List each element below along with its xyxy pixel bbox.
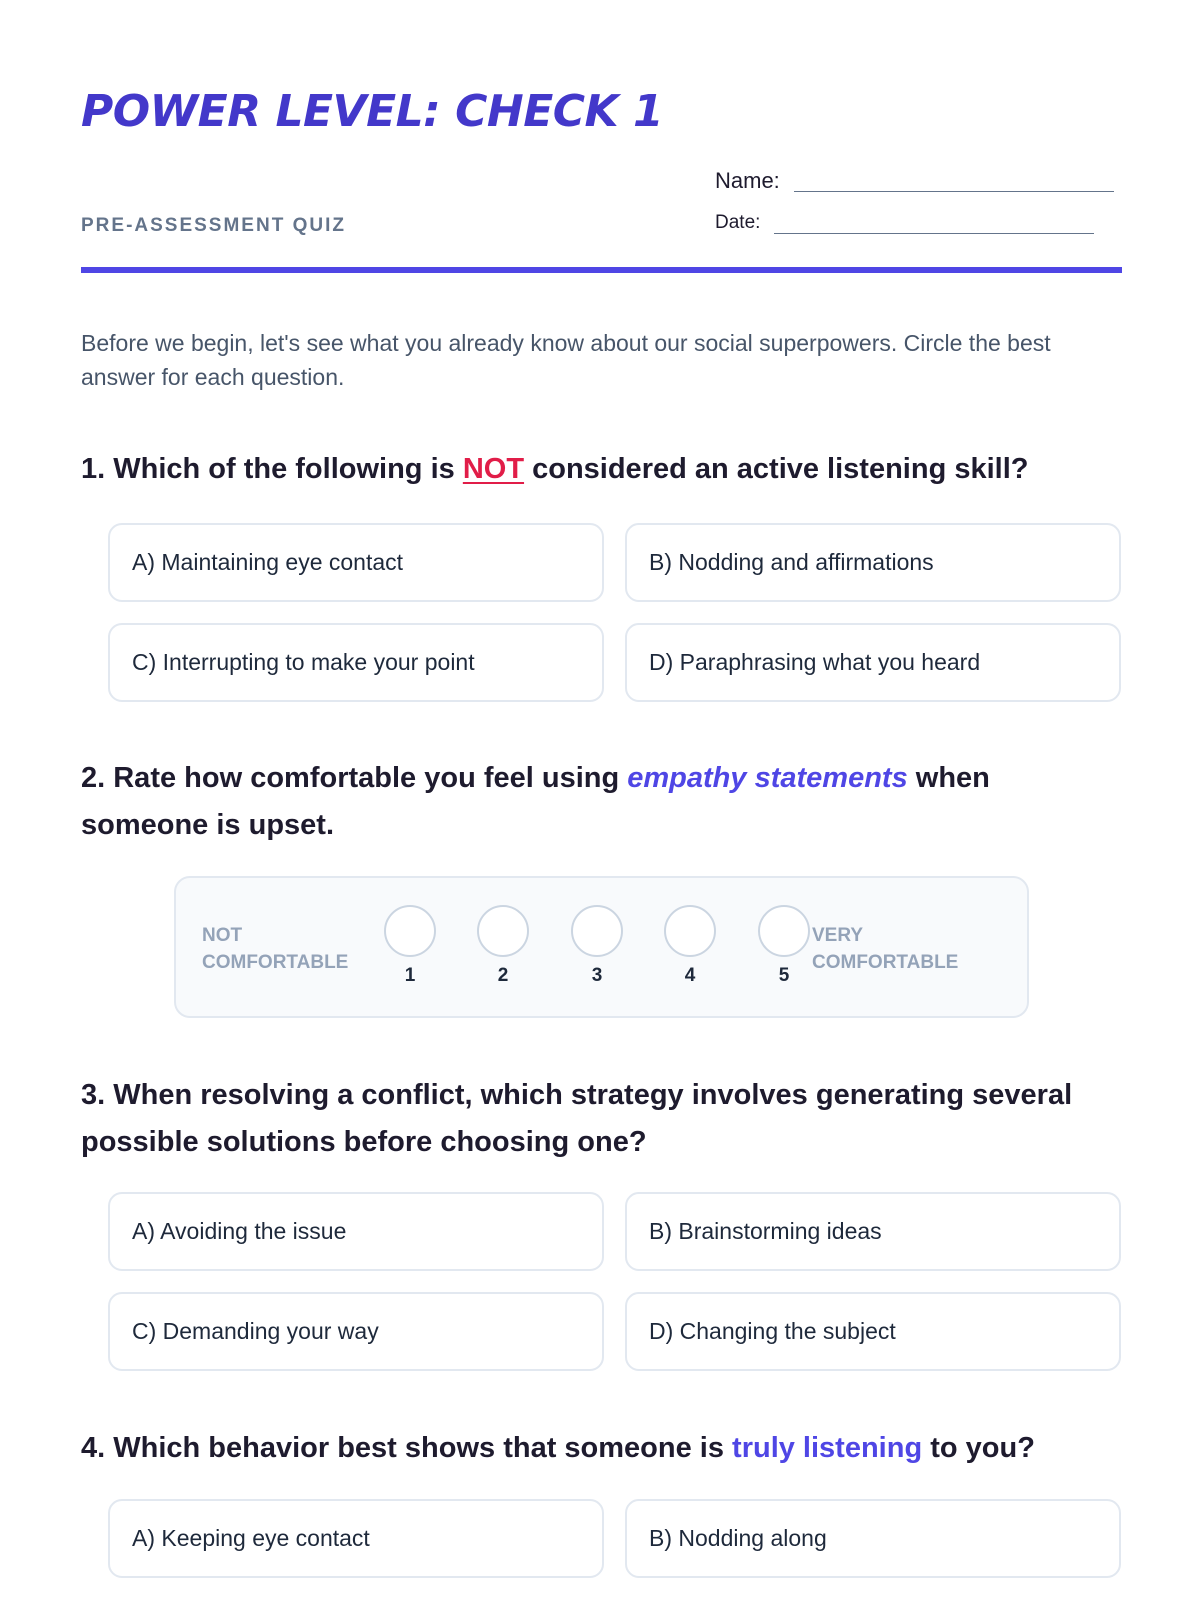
question-1-highlight: NOT [462,453,525,485]
intro-text: Before we begin, let's see what you already know about our social superpowers. Circle the best answer for each question. [81,330,1051,390]
rating-bubble[interactable] [384,905,436,957]
rating-number: 4 [684,965,696,986]
q3-option-c[interactable]: C) Demanding your way [108,1292,604,1371]
question-4-suffix: to you? [922,1432,1035,1464]
rating-bubble[interactable] [571,905,623,957]
rating-number: 3 [591,965,603,986]
date-label: Date: [715,212,761,233]
question-1-suffix: considered an active listening skill? [524,453,1029,485]
page-subtitle: PRE-ASSESSMENT QUIZ [81,215,346,236]
name-line[interactable] [794,191,1114,192]
question-2 [81,755,1122,849]
question-1-prefix: 1. Which of the following is [81,453,463,485]
q1-option-a[interactable]: A) Maintaining eye contact [108,523,604,602]
question-2-prefix: 2. Rate how comfortable you feel using [81,762,628,794]
rating-bubble[interactable] [758,905,810,957]
rating-bubble[interactable] [664,905,716,957]
question-4-prefix: 4. Which behavior best shows that someone is [81,1432,733,1464]
comfort-rating-scale [174,876,1029,1018]
rating-option-1[interactable] [383,905,437,987]
rating-number: 1 [404,965,416,986]
header-divider [81,267,1122,273]
question-3 [81,1072,1122,1166]
question-4 [81,1425,1122,1472]
q3-option-a[interactable]: A) Avoiding the issue [108,1192,604,1271]
q4-option-b[interactable]: B) Nodding along [625,1499,1121,1578]
worksheet-header [81,0,1122,276]
rating-option-2[interactable] [476,905,530,987]
rating-number: 2 [497,965,509,986]
rating-option-5[interactable] [757,905,811,987]
q3-option-b[interactable]: B) Brainstorming ideas [625,1192,1121,1271]
q1-option-c[interactable]: C) Interrupting to make your point [108,623,604,702]
q4-option-a[interactable]: A) Keeping eye contact [108,1499,604,1578]
scale-low-label: NOT COMFORTABLE [202,925,349,973]
name-field[interactable] [715,168,1114,194]
q1-option-d[interactable]: D) Paraphrasing what you heard [625,623,1121,702]
q1-option-b[interactable]: B) Nodding and affirmations [625,523,1121,602]
rating-bubble[interactable] [477,905,529,957]
page-title: POWER LEVEL: CHECK 1 [81,86,664,137]
name-label: Name: [715,168,780,193]
scale-high-label: VERY COMFORTABLE [812,925,959,973]
date-field[interactable] [715,212,1094,234]
question-1 [81,446,1122,493]
rating-option-4[interactable] [663,905,717,987]
rating-number: 5 [778,965,790,986]
question-2-suffix: when someone is upset. [81,762,990,841]
question-2-highlight: empathy statements [627,762,908,794]
question-4-highlight: truly listening [732,1432,923,1464]
date-line[interactable] [774,233,1094,234]
question-3-text: 3. When resolving a conflict, which strategy involves generating several possible solutions before choosing one? [81,1079,1073,1158]
rating-option-3[interactable] [570,905,624,987]
q3-option-d[interactable]: D) Changing the subject [625,1292,1121,1371]
